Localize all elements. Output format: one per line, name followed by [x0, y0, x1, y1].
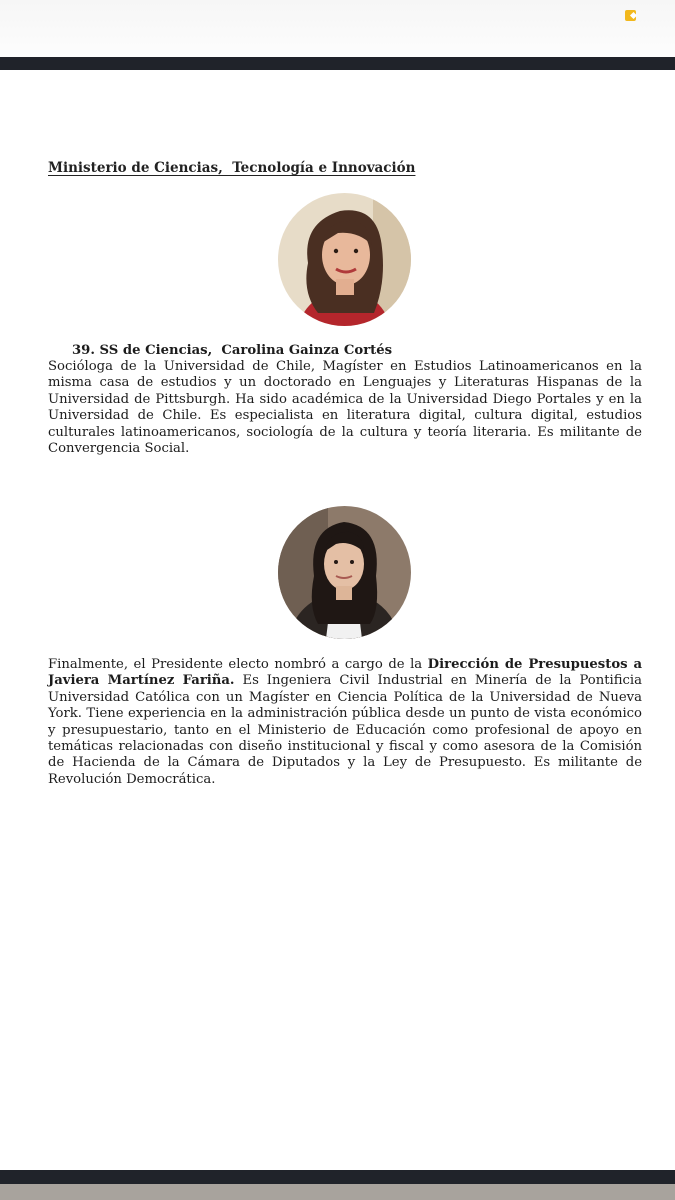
- entry2-body: [48, 657, 642, 788]
- entry1-title: 39. SS de Ciencias, Carolina Gainza Cortés: [72, 343, 393, 358]
- bottom-divider-band: [0, 1170, 675, 1184]
- entry2-text: Es Ingeniera Civil Industrial en Minería de la Pontificia Universidad Católica con un Magíster en Ciencia Política de la Universidad de Nueva York. Tiene experiencia en la administración pública desde un punto de vista económico y presupuestario, tanto en el Ministerio de Educación como profesional de apoyo en temáticas relacionadas con diseño institucional y fiscal y como asesora de la Comisión de Hacienda de la Cámara de Diputados y la Ley de Presupuesto. Es militante de Revolución Democrática.: [48, 673, 642, 787]
- bottom-strip: [0, 1184, 675, 1200]
- portrait-carolina-gainza: [278, 193, 411, 326]
- app-shortcut-icon[interactable]: [625, 10, 638, 23]
- portrait-javiera-martinez: [278, 506, 411, 639]
- entry2-intro: Finalmente, el Presidente electo nombró a cargo de la: [48, 657, 428, 672]
- status-bar: [0, 0, 675, 57]
- section-heading: Ministerio de Ciencias, Tecnología e Innovación: [48, 160, 416, 176]
- entry2-bold-appointment: Dirección de Presupuestos a Javiera Martínez Fariña.: [48, 657, 642, 689]
- entry1-body: Socióloga de la Universidad de Chile, Magíster en Estudios Latinoamericanos en la misma casa de estudios y un doctorado en Lenguajes y Literaturas Hispanas de la Universidad de Pittsburgh. Ha sido académica de la Universidad Diego Portales y en la Universidad de Chile. Es especialista en literatura digital, cultura digital, estudios culturales latinoamericanos, sociología de la cultura y teoría literaria. Es militante de Convergencia Social.: [48, 359, 642, 457]
- top-divider-band: [0, 57, 675, 70]
